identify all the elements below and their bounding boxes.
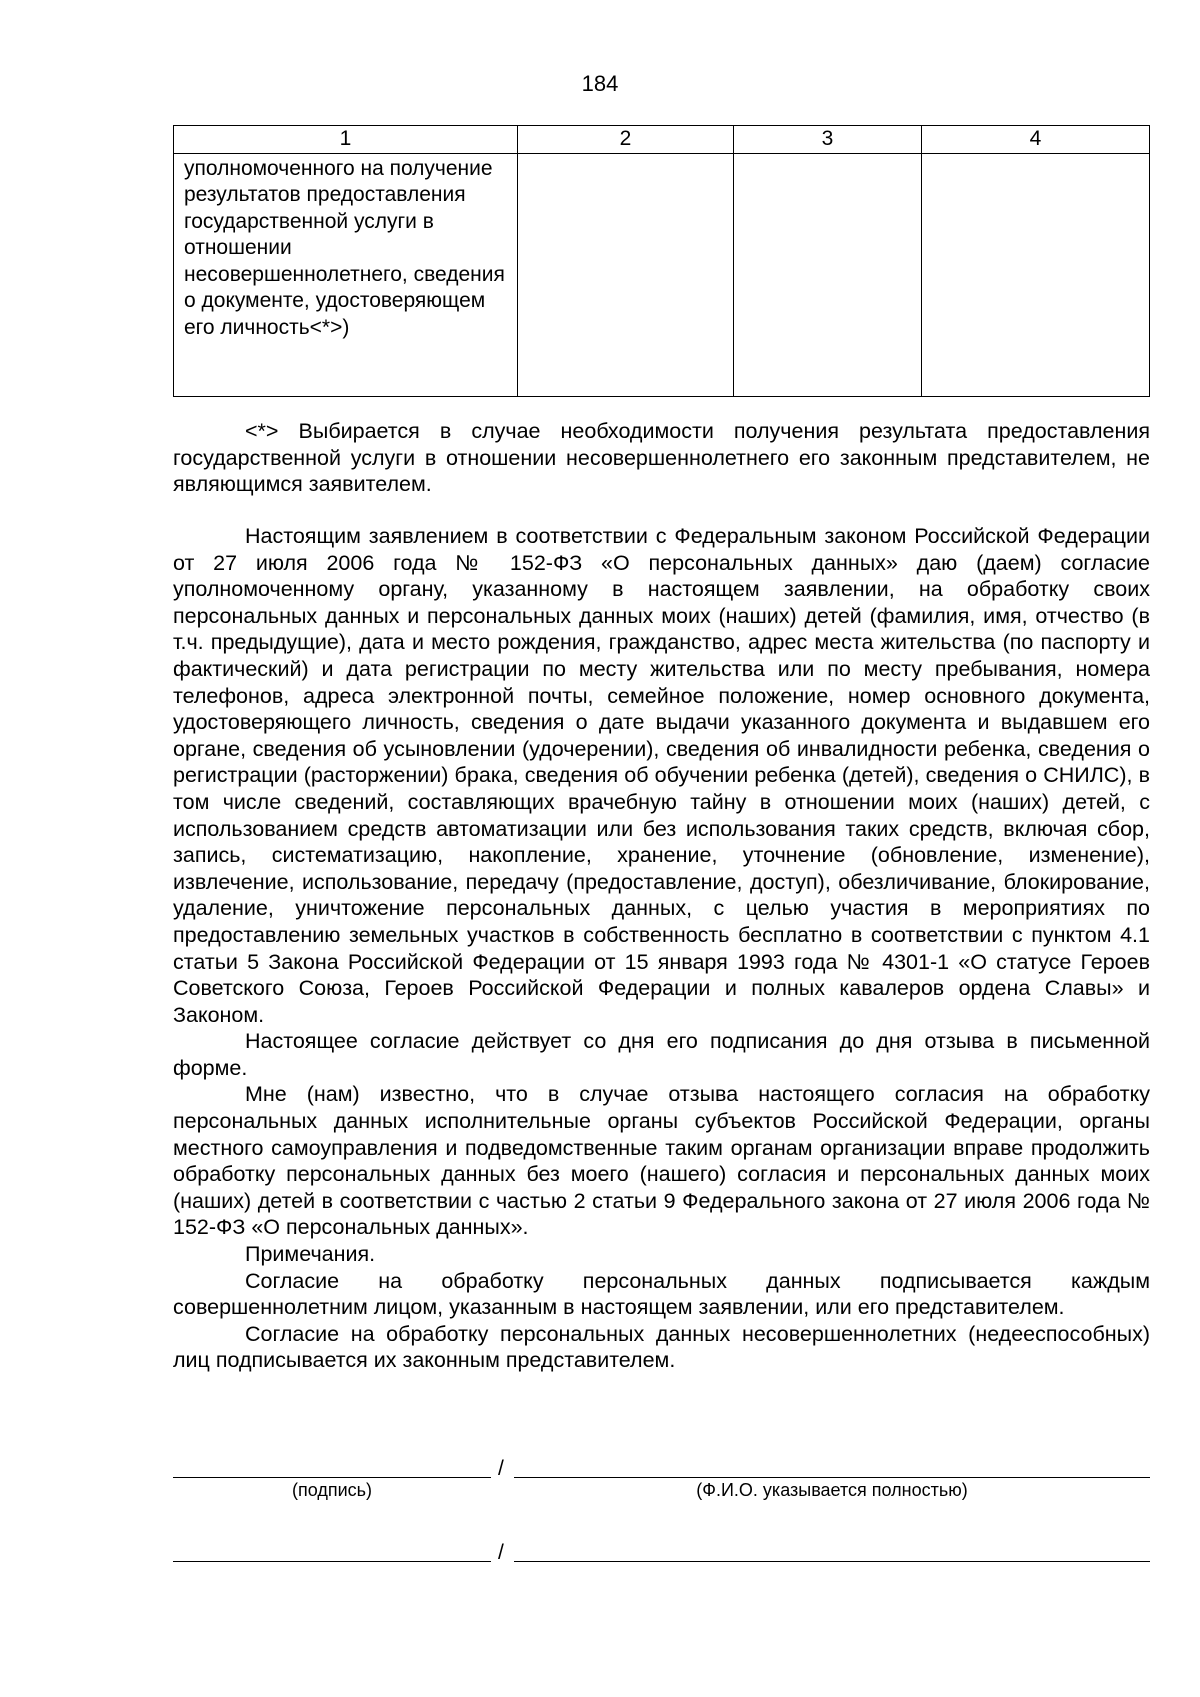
table-row	[174, 153, 1150, 396]
paragraph-withdrawal: Мне (нам) известно, что в случае отзыва настоящего согласия на обработку персональных данных исполнительные органы субъектов Российской Федерации, органы местного самоуправления и подведомственные таким органам организации вправе продолжить обработку персональных данных без моего (нашего) согласия и персональных данных моих (наших) детей в соответствии с частью 2 статьи 9 Федерального закона от 27 июля 2006 года № 152-ФЗ «О персональных данных».	[173, 1082, 1150, 1240]
full-name-caption: (Ф.И.О. указывается полностью)	[696, 1480, 968, 1500]
footnote	[173, 418, 1150, 498]
table-header-cell: 1	[174, 126, 518, 154]
signature-caption: (подпись)	[291, 1480, 373, 1500]
paragraph-note-minors: Согласие на обработку персональных данных несовершеннолетних (недееспособных) лиц подписывается их законным представителем.	[173, 1321, 1150, 1373]
table-cell-empty	[922, 153, 1150, 396]
signature-separator: /	[498, 1457, 504, 1480]
full-name-line[interactable]	[514, 1477, 1150, 1478]
footnote-text: <*> Выбирается в случае необходимости получения результата предоставления государственной услуги в отношении несовершеннолетнего его законным представителем, не являющимся заявителем.	[173, 419, 1150, 497]
paragraph-validity: Настоящее согласие действует со дня его подписания до дня отзыва в письменной форме.	[173, 1029, 1150, 1080]
full-name-line[interactable]	[514, 1561, 1150, 1562]
signature-line[interactable]	[173, 1477, 491, 1478]
signature-line[interactable]	[173, 1561, 491, 1562]
table-cell-empty	[734, 153, 922, 396]
paragraph-note-adults: Согласие на обработку персональных данных подписывается каждым совершеннолетним лицом, указанным в настоящем заявлении, или его представителем.	[173, 1268, 1150, 1320]
form-table	[173, 125, 1150, 397]
paragraph-notes-heading: Примечания.	[245, 1242, 376, 1267]
signature-row	[173, 1532, 1150, 1562]
signature-row	[173, 1448, 1150, 1478]
paragraph-consent: Настоящим заявлением в соответствии с Федеральным законом Российской Федерации от 27 июля 2006 года № 152-ФЗ «О персональных данных» даю (даем) согласие уполномоченному органу, указанному в настоящем заявлении, на обработку своих персональных данных и персональных данных моих (наших) детей (фамилия, имя, отчество (в т.ч. предыдущие), дата и место рождения, гражданство, адрес места жительства (по паспорту и фактический) и дата регистрации по месту жительства или по месту пребывания, номера телефонов, адреса электронной почты, семейное положение, номер основного документа, удостоверяющего личность, сведения о дате выдачи указанного документа и выдавшем его органе, сведения об усыновлении (удочерении), сведения об инвалидности ребенка, сведения о регистрации (расторжении) брака, сведения об обучении ребенка (детей), сведения о СНИЛС), в том числе сведений, составляющих врачебную тайну в отношении моих (наших) детей, с использованием средств автоматизации или без использования таких средств, включая сбор, запись, систематизацию, накопление, хранение, уточнение (обновление, изменение), извлечение, использование, передачу (предоставление, доступ), обезличивание, блокирование, удаление, уничтожение персональных данных, с целью участия в мероприятиях по предоставлению земельных участков в собственность бесплатно в соответствии с пунктом 4.1 статьи 5 Закона Российской Федерации от 15 января 1993 года № 4301-1 «О статусе Героев Советского Союза, Героев Российской Федерации и полных кавалеров ордена Славы» и Законом.	[173, 524, 1150, 1027]
table-header-row	[174, 126, 1150, 154]
table-header-cell: 4	[922, 126, 1150, 154]
table-header-cell: 2	[518, 126, 734, 154]
consent-text	[173, 523, 1150, 1374]
signature-separator: /	[498, 1541, 504, 1564]
page-number: 184	[581, 71, 619, 96]
table-header-cell: 3	[734, 126, 922, 154]
table-cell-empty	[518, 153, 734, 396]
table-cell-description: уполномоченного на получение результатов предоставления государственной услуги в отношении несовершеннолетнего, сведения о документе, удостоверяющем его личность<*>)	[174, 153, 518, 396]
